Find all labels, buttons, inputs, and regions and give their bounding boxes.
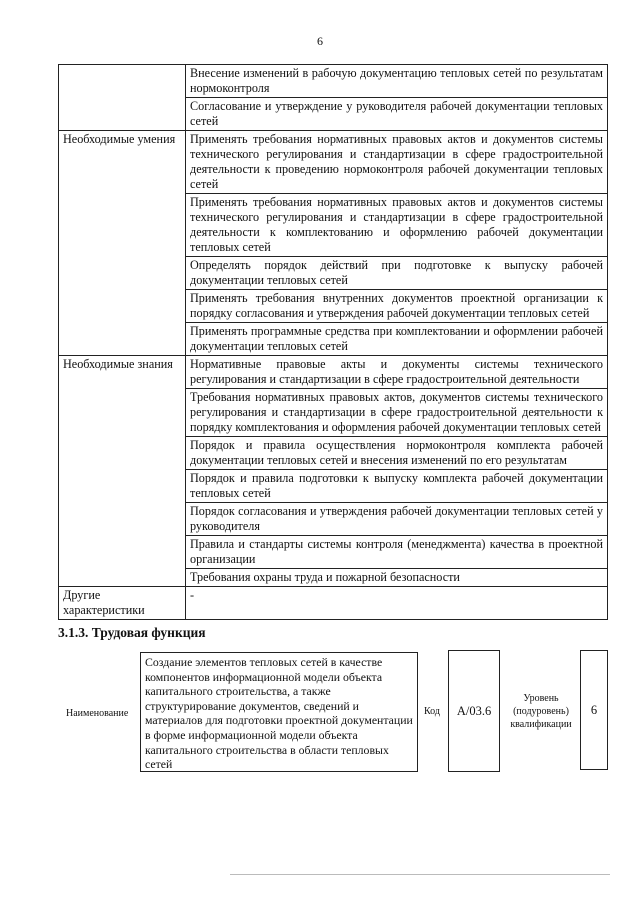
function-name-value: Создание элементов тепловых сетей в качестве компонентов информационной модели объекта капитального строительства, а также структурирование документов, сведений и материалов для подготовки проектной документации в форме информационной модели объекта капитального строительства в области тепловых сетей bbox=[140, 652, 418, 772]
table-cell: Порядок согласования и утверждения рабочей документации тепловых сетей у руководителя bbox=[186, 503, 608, 536]
table-cell: - bbox=[186, 587, 608, 620]
function-name-label: Наименование bbox=[66, 708, 129, 719]
competency-table bbox=[58, 64, 608, 620]
row-label: Необходимые знания bbox=[59, 356, 186, 587]
qualification-level-label: Уровень (подуровень) квалификации bbox=[510, 693, 572, 730]
table-cell: Внесение изменений в рабочую документацию тепловых сетей по результатам нормоконтроля bbox=[186, 65, 608, 98]
table-cell: Применять программные средства при комплектовании и оформлении рабочей документации тепловых сетей bbox=[186, 323, 608, 356]
row-label bbox=[59, 65, 186, 131]
table-row bbox=[59, 587, 608, 620]
table-cell: Применять требования нормативных правовых актов и документов системы технического регулирования и стандартизации в сфере градостроительной деятельности к проведению нормоконтроля рабочей документации тепловых сетей bbox=[186, 131, 608, 194]
page-number: 6 bbox=[317, 34, 323, 48]
table-cell: Порядок и правила подготовки к выпуску комплекта рабочей документации тепловых сетей bbox=[186, 470, 608, 503]
table-row bbox=[59, 65, 608, 98]
table-row bbox=[59, 131, 608, 194]
table-cell: Применять требования внутренних документов проектной организации к порядку согласования и утверждения рабочей документации тепловых сетей bbox=[186, 290, 608, 323]
row-label: Другие характеристики bbox=[59, 587, 186, 620]
table-cell: Согласование и утверждение у руководителя рабочей документации тепловых сетей bbox=[186, 98, 608, 131]
row-label: Необходимые умения bbox=[59, 131, 186, 356]
table-cell: Правила и стандарты системы контроля (менеджмента) качества в проектной организации bbox=[186, 536, 608, 569]
code-value: A/03.6 bbox=[448, 650, 500, 772]
section-title: 3.1.3. Трудовая функция bbox=[58, 625, 206, 640]
table-cell: Применять требования нормативных правовых актов и документов системы технического регулирования и стандартизации в сфере градостроительной деятельности к комплектованию и оформлению рабочей документации тепловых сетей bbox=[186, 194, 608, 257]
table-row bbox=[59, 356, 608, 389]
table-cell: Нормативные правовые акты и документы системы технического регулирования и стандартизации в сфере градостроительной деятельности bbox=[186, 356, 608, 389]
page-bottom-rule bbox=[230, 874, 610, 875]
table-cell: Требования охраны труда и пожарной безопасности bbox=[186, 569, 608, 587]
code-label: Код bbox=[424, 706, 440, 717]
qualification-level-value: 6 bbox=[580, 650, 608, 770]
table-cell: Определять порядок действий при подготовке к выпуску рабочей документации тепловых сетей bbox=[186, 257, 608, 290]
table-cell: Порядок и правила осуществления нормоконтроля комплекта рабочей документации тепловых сетей и внесения изменений по его результатам bbox=[186, 437, 608, 470]
table-cell: Требования нормативных правовых актов, документов системы технического регулирования и стандартизации в сфере градостроительной деятельности к порядку комплектования и оформления рабочей документации тепловых сетей bbox=[186, 389, 608, 437]
